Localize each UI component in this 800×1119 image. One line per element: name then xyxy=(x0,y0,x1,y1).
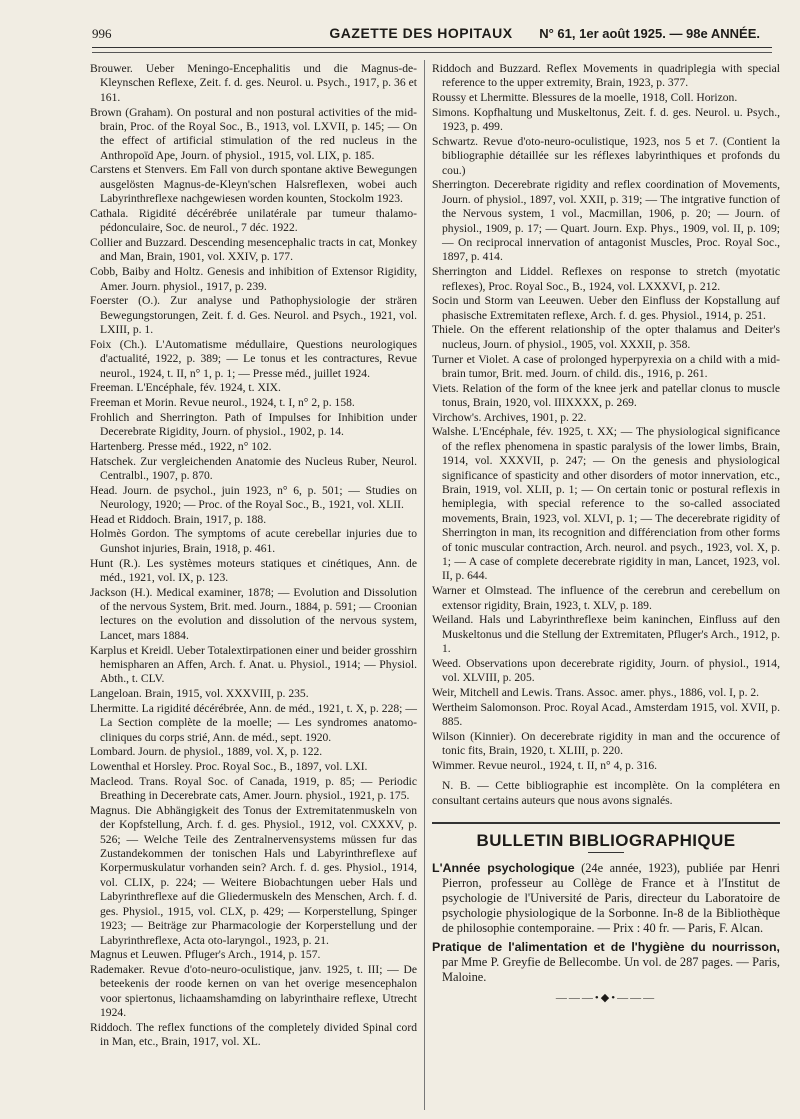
page-header xyxy=(70,20,772,44)
reference-entry: Collier and Buzzard. Descending mesencephalic tracts in cat, Monkey and Man, Brain, 1901, vol. XXIV, p. 177. xyxy=(90,236,417,264)
reference-entry: Wertheim Salomonson. Proc. Royal Acad., Amsterdam 1915, vol. XVII, p. 885. xyxy=(432,700,780,729)
reference-entry: Lhermitte. La rigidité décérébrée, Ann. de méd., 1921, t. X, p. 228; — La Section complète de la moelle; — Les syndromes anatomo-cliniques du corps strié, Ann. de méd., sept. 1920. xyxy=(90,701,417,744)
bulletin-entry xyxy=(432,861,780,936)
reference-entry: Roussy et Lhermitte. Blessures de la moelle, 1918, Coll. Horizon. xyxy=(432,91,738,105)
reference-entry: Sherrington and Liddel. Reflexes on response to stretch (myotatic reflexes), Proc. Royal Soc., B., 1924, vol. LXXXVI, p. 212. xyxy=(432,265,780,293)
reference-entry: Head. Journ. de psychol., juin 1923, n° 6, p. 501; — Studies on Neurology, 1920; — Proc. of the Royal Soc., B., 1921, vol. XLII. xyxy=(90,483,417,512)
reference-entry: Karplus et Kreidl. Ueber Totalextirpationen einer und beider grosshirn hemispharen an Affen, Arch. f. Anat. u. Physiol., 1914; — Physiol. Abth., t. CLV. xyxy=(90,643,417,686)
reference-entry: Turner et Violet. A case of prolonged hyperpyrexia on a child with a mid-brain tumor, Brit. med. Journ. of child. dis., 1916, p. 261. xyxy=(432,352,780,380)
right-references xyxy=(432,62,780,773)
reference-entry: Foerster (O.). Zur analyse und Pathophysiologie der strären Bewegungstorungen, Zeit. f. d. Ges. Neurol. and Psych., 1921, vol. LXIII, p. 1. xyxy=(90,294,417,337)
reference-entry: Hunt (R.). Les systèmes moteurs statiques et cinétiques, Ann. de méd., 1921, vol. IX, p. 123. xyxy=(90,556,417,584)
bulletin-entry-text: par Mme P. Greyfie de Bellecombe. Un vol. de 287 pages. — Paris, Maloine. xyxy=(442,955,780,985)
reference-entry: Cathala. Rigidité décérébrée unilatérale par tumeur thalamo-pédonculaire, Soc. de neurol., 7 déc. 1922. xyxy=(90,206,417,235)
reference-entry: Riddoch and Buzzard. Reflex Movements in quadriplegia with special reference to the upper extremity, Brain, 1923, p. 377. xyxy=(432,62,780,90)
reference-entry: Viets. Relation of the form of the knee jerk and patellar clonus to muscle tonus, Brain, 1920, vol. IIIXXXX, p. 269. xyxy=(432,381,780,410)
reference-entry: Sherrington. Decerebrate rigidity and reflex coordination of Movements, Journ. of physiol., 1897, vol. XXII, p. 319; — The intgrative function of the Nervous system, 1 vol., Macmillan, 1906, p. 20; — Journ. of physiol., 1909, p. 17; — Quart. Journ. Exp. Phys., 1909, vol. II, p. 109; — On reciprocal innervation of antagonist Muscles, Proc. Royal Soc., 1897, p. 414. xyxy=(432,178,780,264)
reference-entry: Brouwer. Ueber Meningo-Encephalitis und die Magnus-de-Kleynschen Reflexe, Zeit. f. d. ges. Neurol. u. Psych., 1917, p. 36 et 161. xyxy=(90,62,417,104)
reference-entry: Carstens et Stenvers. Em Fall von durch spontane aktive Bewegungen ausgelösten Magnus-de-Kleyn'schen Halsreflexen, wobei auch Labyrinthreflexe nachgewiesen worden kounten, Stockolm 1923. xyxy=(90,163,417,206)
reference-entry: Schwartz. Revue d'oto-neuro-oculistique, 1923, nos 5 et 7. (Contient la bibliographie détaillée sur les réflexes labyrinthiques et profonds du cou.) xyxy=(432,134,780,177)
reference-entry: Head et Riddoch. Brain, 1917, p. 188. xyxy=(90,512,267,526)
bulletin-entry xyxy=(432,940,780,985)
reference-entry: Weir, Mitchell and Lewis. Trans. Assoc. amer. phys., 1886, vol. I, p. 2. xyxy=(432,685,760,699)
bulletin-title: BULLETIN BIBLIOGRAPHIQUE xyxy=(432,822,780,848)
reference-entry: Magnus et Leuwen. Pfluger's Arch., 1914, p. 157. xyxy=(90,948,321,962)
journal-title: GAZETTE DES HOPITAUX xyxy=(329,25,513,41)
reference-entry: Magnus. Die Abhängigkeit des Tonus der Extremitatenmuskeln von der Kopfstellung, Arch. f. d. ges. Physiol., 1912, vol. CXXXV, p. 526; — Welche Teile des Zentralnervensystems müssen fur das Zustandekommen der tonischen Hals und Labyrinthreflexe auf Korpermuskulatur vorhanden sein? Arch. f. d. ges. Physiol., 1914, vol. CLIX, p. 224; — Weitere Biobachtungen ueber Hals und Labyrinthreflexe auf die Gliedermuskeln des Menschen, Arch. f. d. ges. Physiol., 1915, vol. CLX, p. 429; — Korperstellung, Spinger 1923; — Beiträge zur Pharmacologie der Korperstellung und der Labyrinthreflexe, Acta oto-laryngol., 1923, p. 21. xyxy=(90,803,417,947)
bulletin-rule xyxy=(588,852,624,853)
reference-entry: Jackson (H.). Medical examiner, 1878; — Evolution and Dissolution of the nervous System, Brit. med. Journ., 1884, p. 591; — Croonian lectures on the evolution and dissolution of the nervous system, Lancet, mars 1884. xyxy=(90,585,417,642)
bulletin-entry-text: (24e année, 1923), publiée par Henri Pierron, professeur au Collège de France et à l'Institut de psychologie de l'Université de Paris, directeur du Laboratoire de psychologie physiologique de la Sorbonne. In-8 de la Bibliothèque de philosophie contemporaine. — Prix : 40 fr. — Paris, F. Alcan. xyxy=(442,861,780,936)
reference-entry: Thiele. On the efferent relationship of the opter thalamus and Deiter's nucleus, Journ. of physiol., 1905, vol. XXXII, p. 358. xyxy=(432,323,780,351)
bulletin-entry-title: L'Année psychologique xyxy=(432,861,575,876)
reference-entry: Frohlich and Sherrington. Path of Impulses for Inhibition under Decerebrate Rigidity, Journ. of physiol., 1902, p. 14. xyxy=(90,410,417,439)
reference-entry: Rademaker. Revue d'oto-neuro-oculistique, janv. 1925, t. III; — De beteekenis der roode kernen on van het overige mesencephalon voor spiertonus, lichaamshamding on labyrinthaire reflexe, Utrecht 1924. xyxy=(90,962,417,1020)
reference-entry: Brown (Graham). On postural and non postural activities of the mid-brain, Proc. of the Royal Soc., B., 1913, vol. LXVII, p. 145; — On the effect of artificial stimulation of the red nucleus in the Anthropoïd Ape, Journ. of physiol., 1915, vol. LIX, p. 185. xyxy=(90,105,417,162)
reference-entry: Holmès Gordon. The symptoms of acute cerebellar injuries due to Gunshot injuries, Brain, 1918, p. 461. xyxy=(90,527,417,555)
page-number: 996 xyxy=(92,26,112,41)
reference-entry: Freeman. L'Encéphale, fév. 1924, t. XIX. xyxy=(90,381,281,395)
reference-entry: Wimmer. Revue neurol., 1924, t. II, n° 4, p. 316. xyxy=(432,758,658,772)
reference-entry: Weed. Observations upon decerebrate rigidity, Journ. of physiol., 1914, vol. XLVIII, p. 205. xyxy=(432,656,780,685)
reference-entry: Langeloan. Brain, 1915, vol. XXXVIII, p. 235. xyxy=(90,687,309,701)
reference-entry: Freeman et Morin. Revue neurol., 1924, t. I, n° 2, p. 158. xyxy=(90,396,355,410)
column-divider xyxy=(424,60,425,1110)
reference-entry: Simons. Kopfhaltung und Muskeltonus, Zeit. f. d. ges. Neurol. u. Psych., 1923, p. 499. xyxy=(432,105,780,134)
header-rule xyxy=(92,47,772,48)
ornament-divider: ———•◆•——— xyxy=(555,992,657,1005)
left-column xyxy=(90,62,417,1050)
bibliography-note: N. B. — Cette bibliographie est incomplète. On la complétera en consultant certains auteurs que nous avons signalés. xyxy=(432,779,780,807)
reference-entry: Weiland. Hals und Labyrinthreflexe beim kaninchen, Einfluss auf den Muskeltonus und die Stellung der Extremitaten, Pfluger's Arch., 1912, p. 1. xyxy=(432,613,780,656)
reference-entry: Riddoch. The reflex functions of the completely divided Spinal cord in Man, etc., Brain, 1917, vol. XL. xyxy=(90,1020,417,1049)
reference-entry: Foix (Ch.). L'Automatisme médullaire, Questions neurologiques d'actualité, 1922, p. 389; — Le tonus et les contractures, Revue neurol., 1924, t. II, n° 1, p. 1; — Presse méd., juillet 1924. xyxy=(90,337,417,380)
reference-entry: Walshe. L'Encéphale, fév. 1925, t. XX; — The physiological significance of the reflex phenomena in spastic paralysis of the lower limbs, Brain, 1914, vol. XXXVII, p. 247; — On the genesis and physiological significance of spasticity and other disorders of motor innervation, etc., Brain, 1919, vol. XLII, p. 1; — On certain tonic or postural reflexis in hemiplegia, with special reference to the so-called associated movements, Brain, 1923, vol. XLVI, p. 1; — The decerebrate rigidity of Sherrington in man, its recognition and différenciation from other forms of tonic muscular contraction, Arch. neurol. and psych., 1923, vol. X, p. 1; — A case of complete decerebrate rigidity in man, Lancet, 1923, vol. II, p. 644. xyxy=(432,425,780,583)
header-rule-thin xyxy=(92,52,772,53)
reference-entry: Lowenthal et Horsley. Proc. Royal Soc., B., 1897, vol. LXI. xyxy=(90,760,368,774)
reference-entry: Lombard. Journ. de physiol., 1889, vol. X, p. 122. xyxy=(90,745,323,759)
reference-entry: Cobb, Baiby and Holtz. Genesis and inhibition of Extensor Rigidity, Amer. Journ. physiol., 1917, p. 239. xyxy=(90,265,417,293)
bulletin-entry-title: Pratique de l'alimentation et de l'hygiène du nourrisson, xyxy=(432,940,780,955)
reference-entry: Hartenberg. Presse méd., 1922, n° 102. xyxy=(90,439,272,453)
reference-entry: Wilson (Kinnier). On decerebrate rigidity in man and the occurence of tonic fits, Brain, 1920, t. XLIII, p. 220. xyxy=(432,729,780,758)
reference-entry: Socin und Storm van Leeuwen. Ueber den Einfluss der Kopstallung auf phasische Extremitaten reflexe, Arch. f. d. ges. Physiol., 1914, p. 251. xyxy=(432,294,780,322)
right-column xyxy=(432,62,780,1006)
reference-entry: Macleod. Trans. Royal Soc. of Canada, 1919, p. 85; — Periodic Breathing in Decerebrate cats, Amer. Journ. physiol., 1921, p. 175. xyxy=(90,774,417,803)
reference-entry: Warner et Olmstead. The influence of the cerebrun and cerebellum on extensor rigidity, Brain, 1923, t. XLV, p. 189. xyxy=(432,584,780,612)
issue-info: N° 61, 1er août 1925. — 98e ANNÉE. xyxy=(539,26,760,41)
reference-entry: Hatschek. Zur vergleichenden Anatomie des Nucleus Ruber, Neurol. Centralbl., 1907, p. 870. xyxy=(90,454,417,482)
reference-entry: Virchow's. Archives, 1901, p. 22. xyxy=(432,410,587,424)
